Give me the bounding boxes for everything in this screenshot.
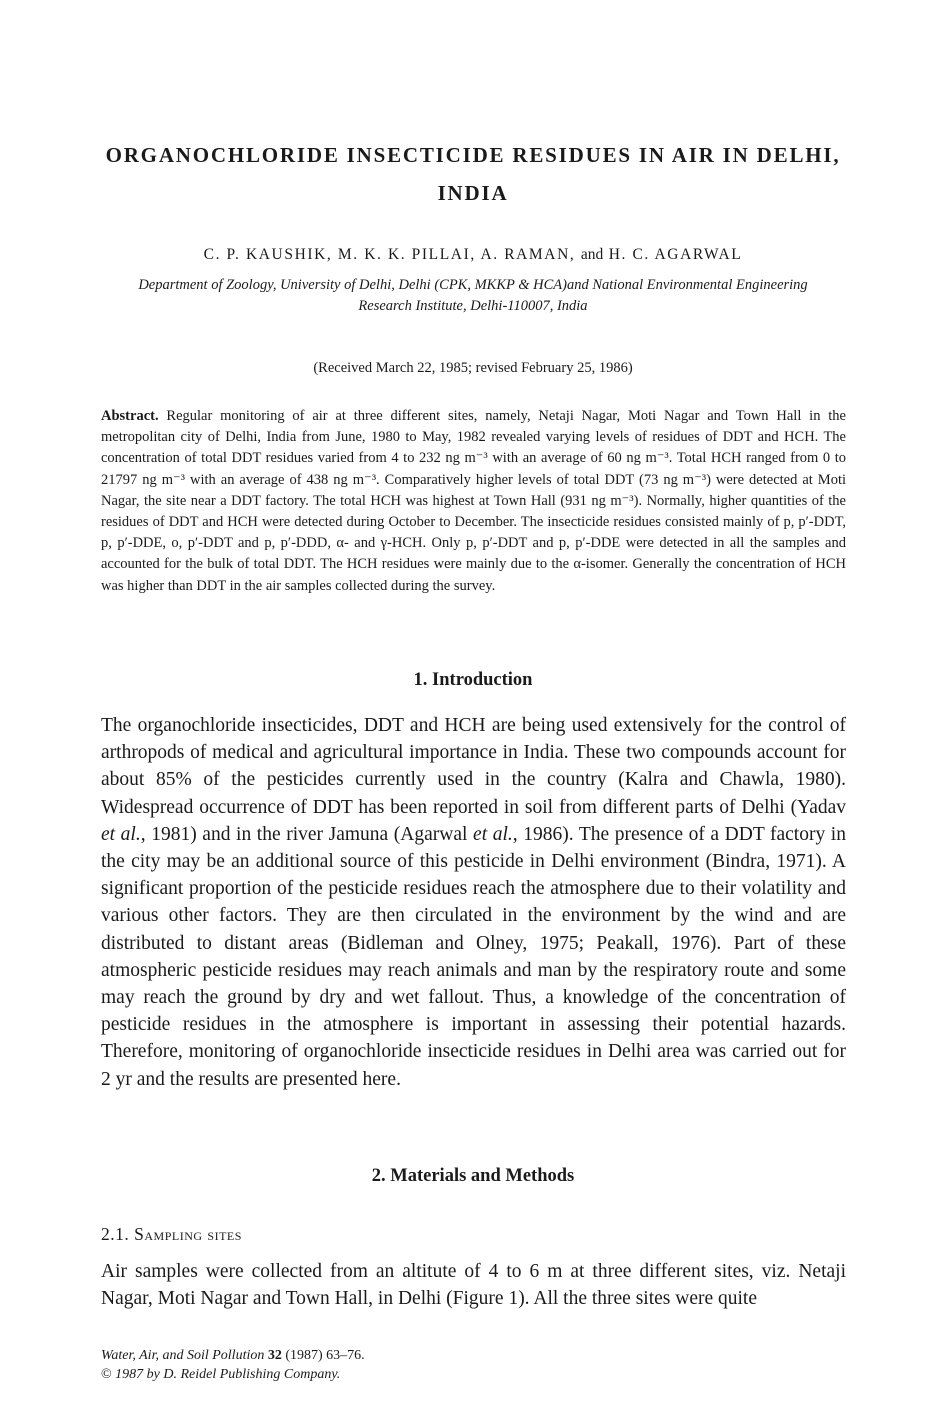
copyright-line (101, 1365, 365, 1384)
copyright-symbol: © (101, 1367, 112, 1382)
author-last: H. C. AGARWAL (608, 246, 743, 263)
journal-pages: (1987) 63–76. (285, 1348, 365, 1363)
abstract-label: Abstract. (101, 408, 159, 424)
intro-text-2: , 1981) and in the river Jamuna (Agarwal (140, 823, 474, 845)
author-names: C. P. KAUSHIK, M. K. K. PILLAI, A. RAMAN, (203, 246, 576, 263)
section-heading-methods: 2. Materials and Methods (371, 1166, 575, 1186)
journal-footer (101, 1346, 365, 1384)
received-dates: (Received March 22, 1985; revised February 25, 1986) (313, 360, 633, 376)
section-heading-introduction: 1. Introduction (413, 670, 533, 690)
author-list (100, 246, 846, 264)
intro-text-1: The organochloride insecticides, DDT and HCH are being used extensively for the control of arthropods of medical and agricultural importance in India. These two compounds account for about 85% of the pesticides currently used in the country (Kalra and Chawla, 1980). Widespread occurrence of DDT has been reported in soil from different parts of Delhi (Yadav (101, 715, 846, 818)
journal-name: Water, Air, and Soil Pollution (101, 1348, 265, 1363)
citation-line (101, 1346, 365, 1365)
subsection-heading-sampling-sites: 2.1. Sampling sites (101, 1224, 242, 1244)
intro-citation-etal-1: et al. (101, 823, 141, 845)
article-title: ORGANOCHLORIDE INSECTICIDE RESIDUES IN AIR IN DELHI, INDIA (105, 143, 841, 205)
abstract (101, 406, 846, 597)
author-conjunction: and (580, 246, 604, 263)
copyright-text: 1987 by D. Reidel Publishing Company. (115, 1367, 341, 1382)
intro-text-3: , 1986). The presence of a DDT factory in the city may be an additional source of this pesticide in Delhi environment (Bindra, 1971). A significant proportion of the pesticide residues reach the atmosphere due to their volatility and various other factors. They are then circulated in the environment by the wind and are distributed to distant areas (Bidleman and Olney, 1975; Peakall, 1976). Part of these atmospheric pesticide residues may reach animals and man by the respiratory route and some may reach the ground by dry and wet fallout. Thus, a knowledge of the concentration of pesticide residues in the atmosphere is important in assessing their potential hazards. Therefore, monitoring of organochloride insecticide residues in Delhi area was carried out for 2 yr and the results are presented here. (101, 823, 846, 1090)
affiliation: Department of Zoology, University of Delhi, Delhi (CPK, MKKP & HCA)and National Environmental Engineering Research Institute, Delhi-110007, India (138, 277, 808, 314)
journal-volume: 32 (267, 1348, 282, 1363)
introduction-paragraph (101, 712, 846, 1093)
methods-paragraph: Air samples were collected from an altitute of 4 to 6 m at three different sites, viz. Netaji Nagar, Moti Nagar and Town Hall, in Delhi (Figure 1). All the three sites were quite (101, 1261, 846, 1310)
intro-citation-etal-2: et al. (473, 823, 513, 845)
abstract-text: Regular monitoring of air at three different sites, namely, Netaji Nagar, Moti Nagar and Town Hall in the metropolitan city of Delhi, India from June, 1980 to May, 1982 revealed varying levels of residues of DDT and HCH. The concentration of total DDT residues varied from 4 to 232 ng m⁻³ with an average of 60 ng m⁻³. Total HCH ranged from 0 to 21797 ng m⁻³ with an average of 438 ng m⁻³. Comparatively higher levels of total DDT (73 ng m⁻³) were detected at Moti Nagar, the site near a DDT factory. The total HCH was highest at Town Hall (931 ng m⁻³). Normally, higher quantities of the residues of DDT and HCH were detected during October to December. The insecticide residues consisted mainly of p, p′-DDT, p, p′-DDE, o, p′-DDT and p, p′-DDD, α- and γ-HCH. Only p, p′-DDT and p, p′-DDE were detected in all the samples and accounted for the bulk of total DDT. The HCH residues were mainly due to the α-isomer. Generally the concentration of HCH was higher than DDT in the air samples collected during the survey. (101, 408, 846, 594)
